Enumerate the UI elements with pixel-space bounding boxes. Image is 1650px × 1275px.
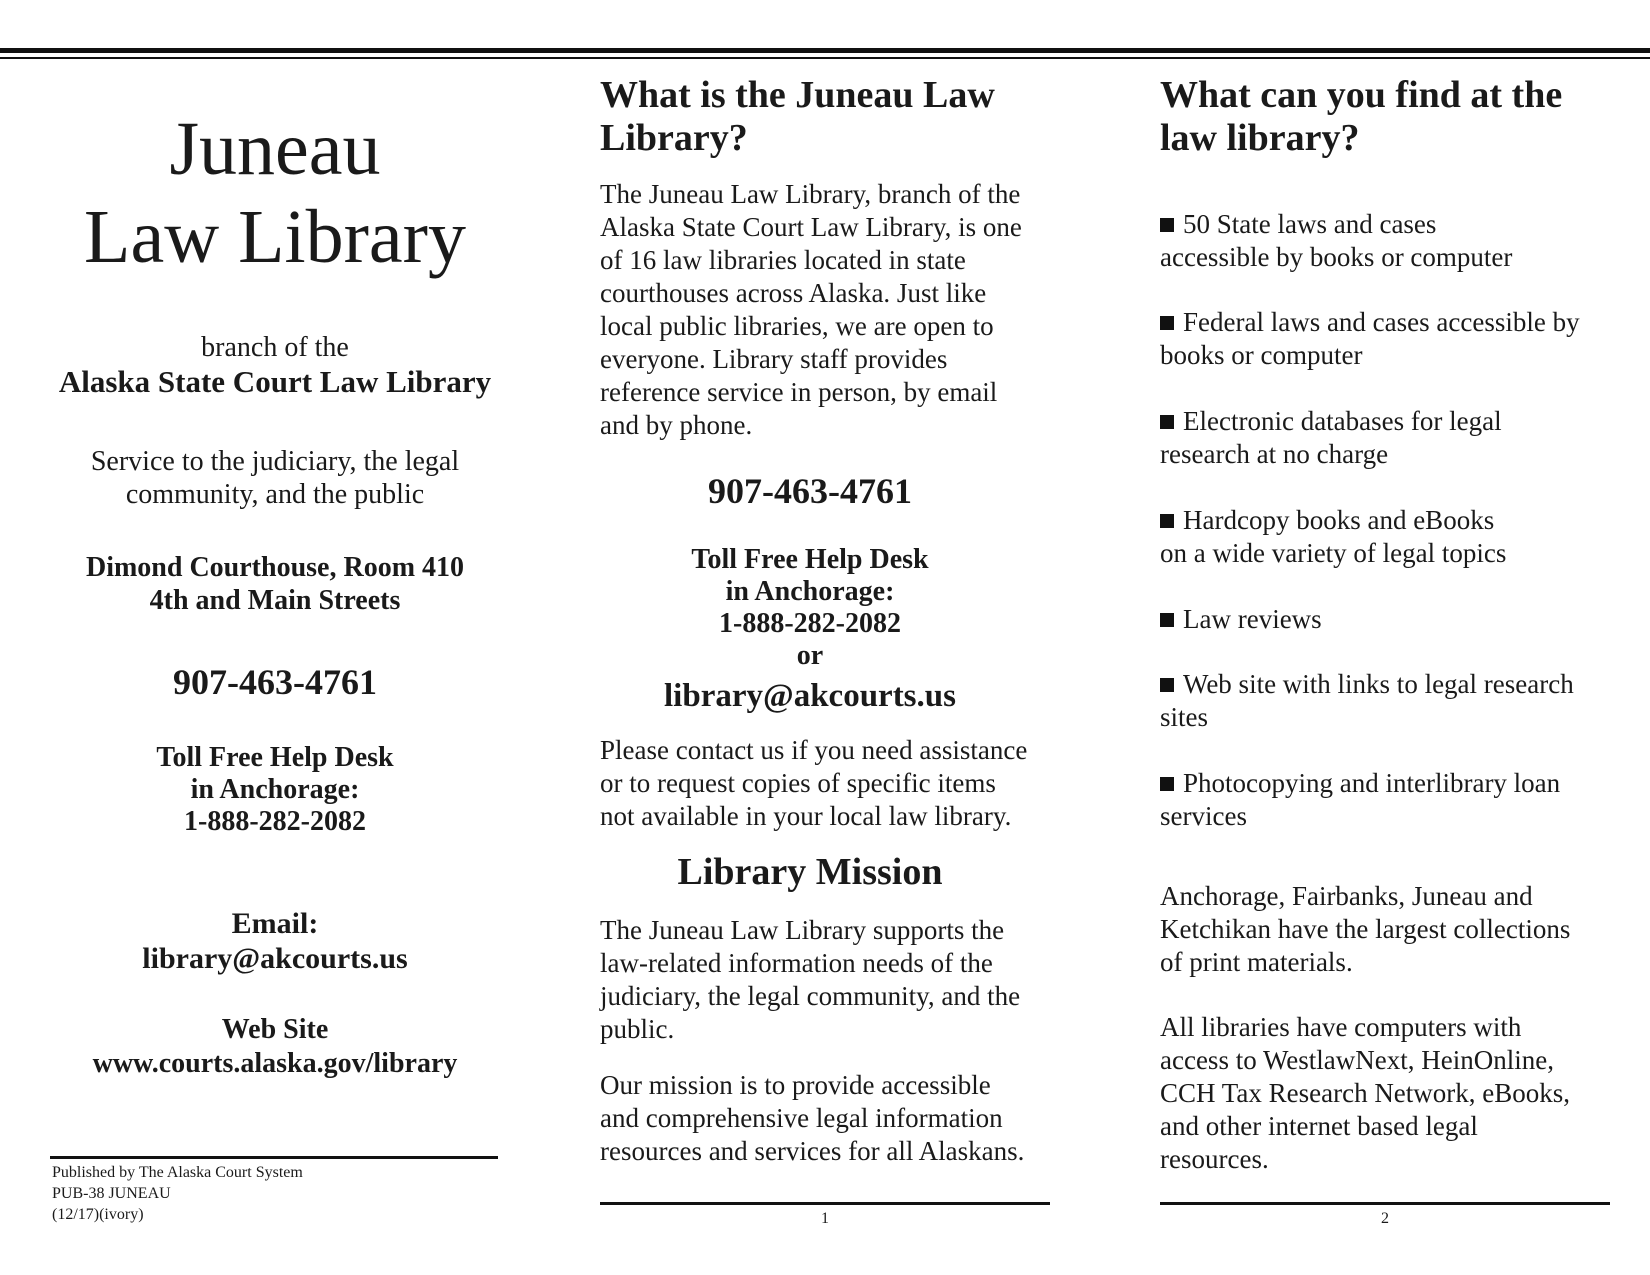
mission-line: The Juneau Law Library supports the [600, 915, 1005, 945]
or-text: or [796, 640, 824, 671]
computers-line: All libraries have computers with [1160, 1012, 1522, 1042]
tollfree-number: 1-888-282-2082 [719, 608, 901, 639]
square-bullet-icon [1160, 218, 1174, 232]
feature-line-1: Law reviews [1183, 604, 1322, 634]
branch-of-text: branch of the [201, 332, 349, 363]
square-bullet-icon [1160, 777, 1174, 791]
tollfree-line-2: in Anchorage: [190, 774, 360, 805]
mission-line: and comprehensive legal information [600, 1103, 1003, 1133]
address-line-2: 4th and Main Streets [149, 585, 401, 616]
tollfree-number: 1-888-282-2082 [184, 806, 366, 837]
address-line-1: Dimond Courthouse, Room 410 [85, 552, 465, 583]
parent-library-name: Alaska State Court Law Library [58, 364, 492, 399]
mission-heading: Library Mission [677, 851, 943, 893]
square-bullet-icon [1160, 514, 1174, 528]
intro-line: reference service in person, by email [600, 377, 998, 407]
cover-phone: 907-463-4761 [173, 662, 377, 702]
publisher-rule [50, 1156, 498, 1159]
address [40, 551, 510, 617]
feature-line-1: Electronic databases for legal [1183, 406, 1502, 436]
publisher-line-3: (12/17)(ivory) [52, 1206, 144, 1223]
feature-line-1: Web site with links to legal research [1183, 669, 1574, 699]
page-number: 2 [1381, 1210, 1389, 1227]
computers-text [1160, 1011, 1610, 1176]
feature-line-2: books or computer [1160, 340, 1363, 370]
footer-rule [1160, 1202, 1610, 1205]
mission-line: public. [600, 1014, 675, 1044]
about-intro [600, 178, 1060, 442]
web-label: Web Site [221, 1014, 329, 1045]
square-bullet-icon [1160, 678, 1174, 692]
feature-line-2: accessible by books or computer [1160, 242, 1513, 272]
intro-line: everyone. Library staff provides [600, 344, 948, 374]
intro-line: courthouses across Alaska. Just like [600, 278, 987, 308]
mission-line: resources and services for all Alaskans. [600, 1136, 1025, 1166]
feature-item [1160, 767, 1610, 833]
feature-line-2: services [1160, 801, 1247, 831]
mission-paragraph-2 [600, 1069, 1060, 1168]
feature-item [1160, 603, 1610, 636]
computers-line: resources. [1160, 1144, 1269, 1174]
resources-heading-line-1: What can you find at the [1160, 74, 1563, 116]
service-statement [40, 445, 510, 511]
intro-line: local public libraries, we are open to [600, 311, 994, 341]
resources-heading-line-2: law library? [1160, 117, 1360, 159]
service-line-1: Service to the judiciary, the legal [90, 446, 460, 477]
feature-item [1160, 405, 1610, 471]
collections-line: Anchorage, Fairbanks, Juneau and [1160, 881, 1533, 911]
cover-email [40, 906, 510, 976]
title-line-2: Law Library [84, 195, 466, 279]
about-heading [600, 74, 1060, 160]
cover-website [40, 1013, 510, 1081]
feature-item [1160, 504, 1610, 570]
feature-line-1: Federal laws and cases accessible by [1183, 307, 1580, 337]
contact-line: not available in your local law library. [600, 801, 1012, 831]
service-line-2: community, and the public [125, 479, 425, 510]
tollfree-line-2: in Anchorage: [725, 576, 895, 607]
web-url: www.courts.alaska.gov/library [92, 1048, 458, 1079]
email-label: Email: [231, 907, 319, 940]
resources-heading [1160, 74, 1610, 160]
about-heading-line-1: What is the Juneau Law [600, 74, 995, 116]
mission-paragraph-1 [600, 914, 1060, 1046]
mission-line: Our mission is to provide accessible [600, 1070, 991, 1100]
mission-line: judiciary, the legal community, and the [600, 981, 1021, 1011]
publisher-line-1: Published by The Alaska Court System [52, 1164, 303, 1181]
top-rule-thick [0, 48, 1650, 53]
about-phone: 907-463-4761 [708, 471, 912, 511]
about-email: library@akcourts.us [664, 678, 956, 714]
library-title [40, 105, 510, 281]
feature-line-2: on a wide variety of legal topics [1160, 538, 1507, 568]
title-line-1: Juneau [169, 107, 381, 191]
feature-item [1160, 668, 1610, 734]
intro-line: Alaska State Court Law Library, is one [600, 212, 1022, 242]
square-bullet-icon [1160, 316, 1174, 330]
feature-line-2: sites [1160, 702, 1209, 732]
feature-line-1: Hardcopy books and eBooks [1183, 505, 1495, 535]
intro-line: of 16 law libraries located in state [600, 245, 966, 275]
contact-line: Please contact us if you need assistance [600, 735, 1028, 765]
about-tollfree [600, 544, 1020, 672]
tollfree-line-1: Toll Free Help Desk [691, 544, 929, 575]
footer-rule [600, 1202, 1050, 1205]
cover-tollfree [40, 742, 510, 838]
about-heading-line-2: Library? [600, 117, 748, 159]
tollfree-line-1: Toll Free Help Desk [156, 742, 394, 773]
page-number: 1 [821, 1210, 829, 1227]
mission-line: law-related information needs of the [600, 948, 993, 978]
feature-line-1: 50 State laws and cases [1183, 209, 1437, 239]
feature-item [1160, 306, 1610, 372]
email-address: library@akcourts.us [142, 942, 408, 975]
feature-line-1: Photocopying and interlibrary loan [1183, 768, 1561, 798]
publisher-info [52, 1162, 492, 1225]
feature-item [1160, 208, 1610, 274]
publisher-line-2: PUB-38 JUNEAU [52, 1185, 171, 1202]
computers-line: CCH Tax Research Network, eBooks, [1160, 1078, 1571, 1108]
collections-line: Ketchikan have the largest collections [1160, 914, 1571, 944]
feature-line-2: research at no charge [1160, 439, 1389, 469]
contact-text [600, 734, 1060, 833]
square-bullet-icon [1160, 415, 1174, 429]
square-bullet-icon [1160, 613, 1174, 627]
collections-line: of print materials. [1160, 947, 1353, 977]
intro-line: and by phone. [600, 410, 753, 440]
top-rule-thin [0, 57, 1650, 59]
collections-text [1160, 880, 1610, 979]
computers-line: and other internet based legal [1160, 1111, 1478, 1141]
contact-line: or to request copies of specific items [600, 768, 996, 798]
intro-line: The Juneau Law Library, branch of the [600, 179, 1021, 209]
computers-line: access to WestlawNext, HeinOnline, [1160, 1045, 1554, 1075]
